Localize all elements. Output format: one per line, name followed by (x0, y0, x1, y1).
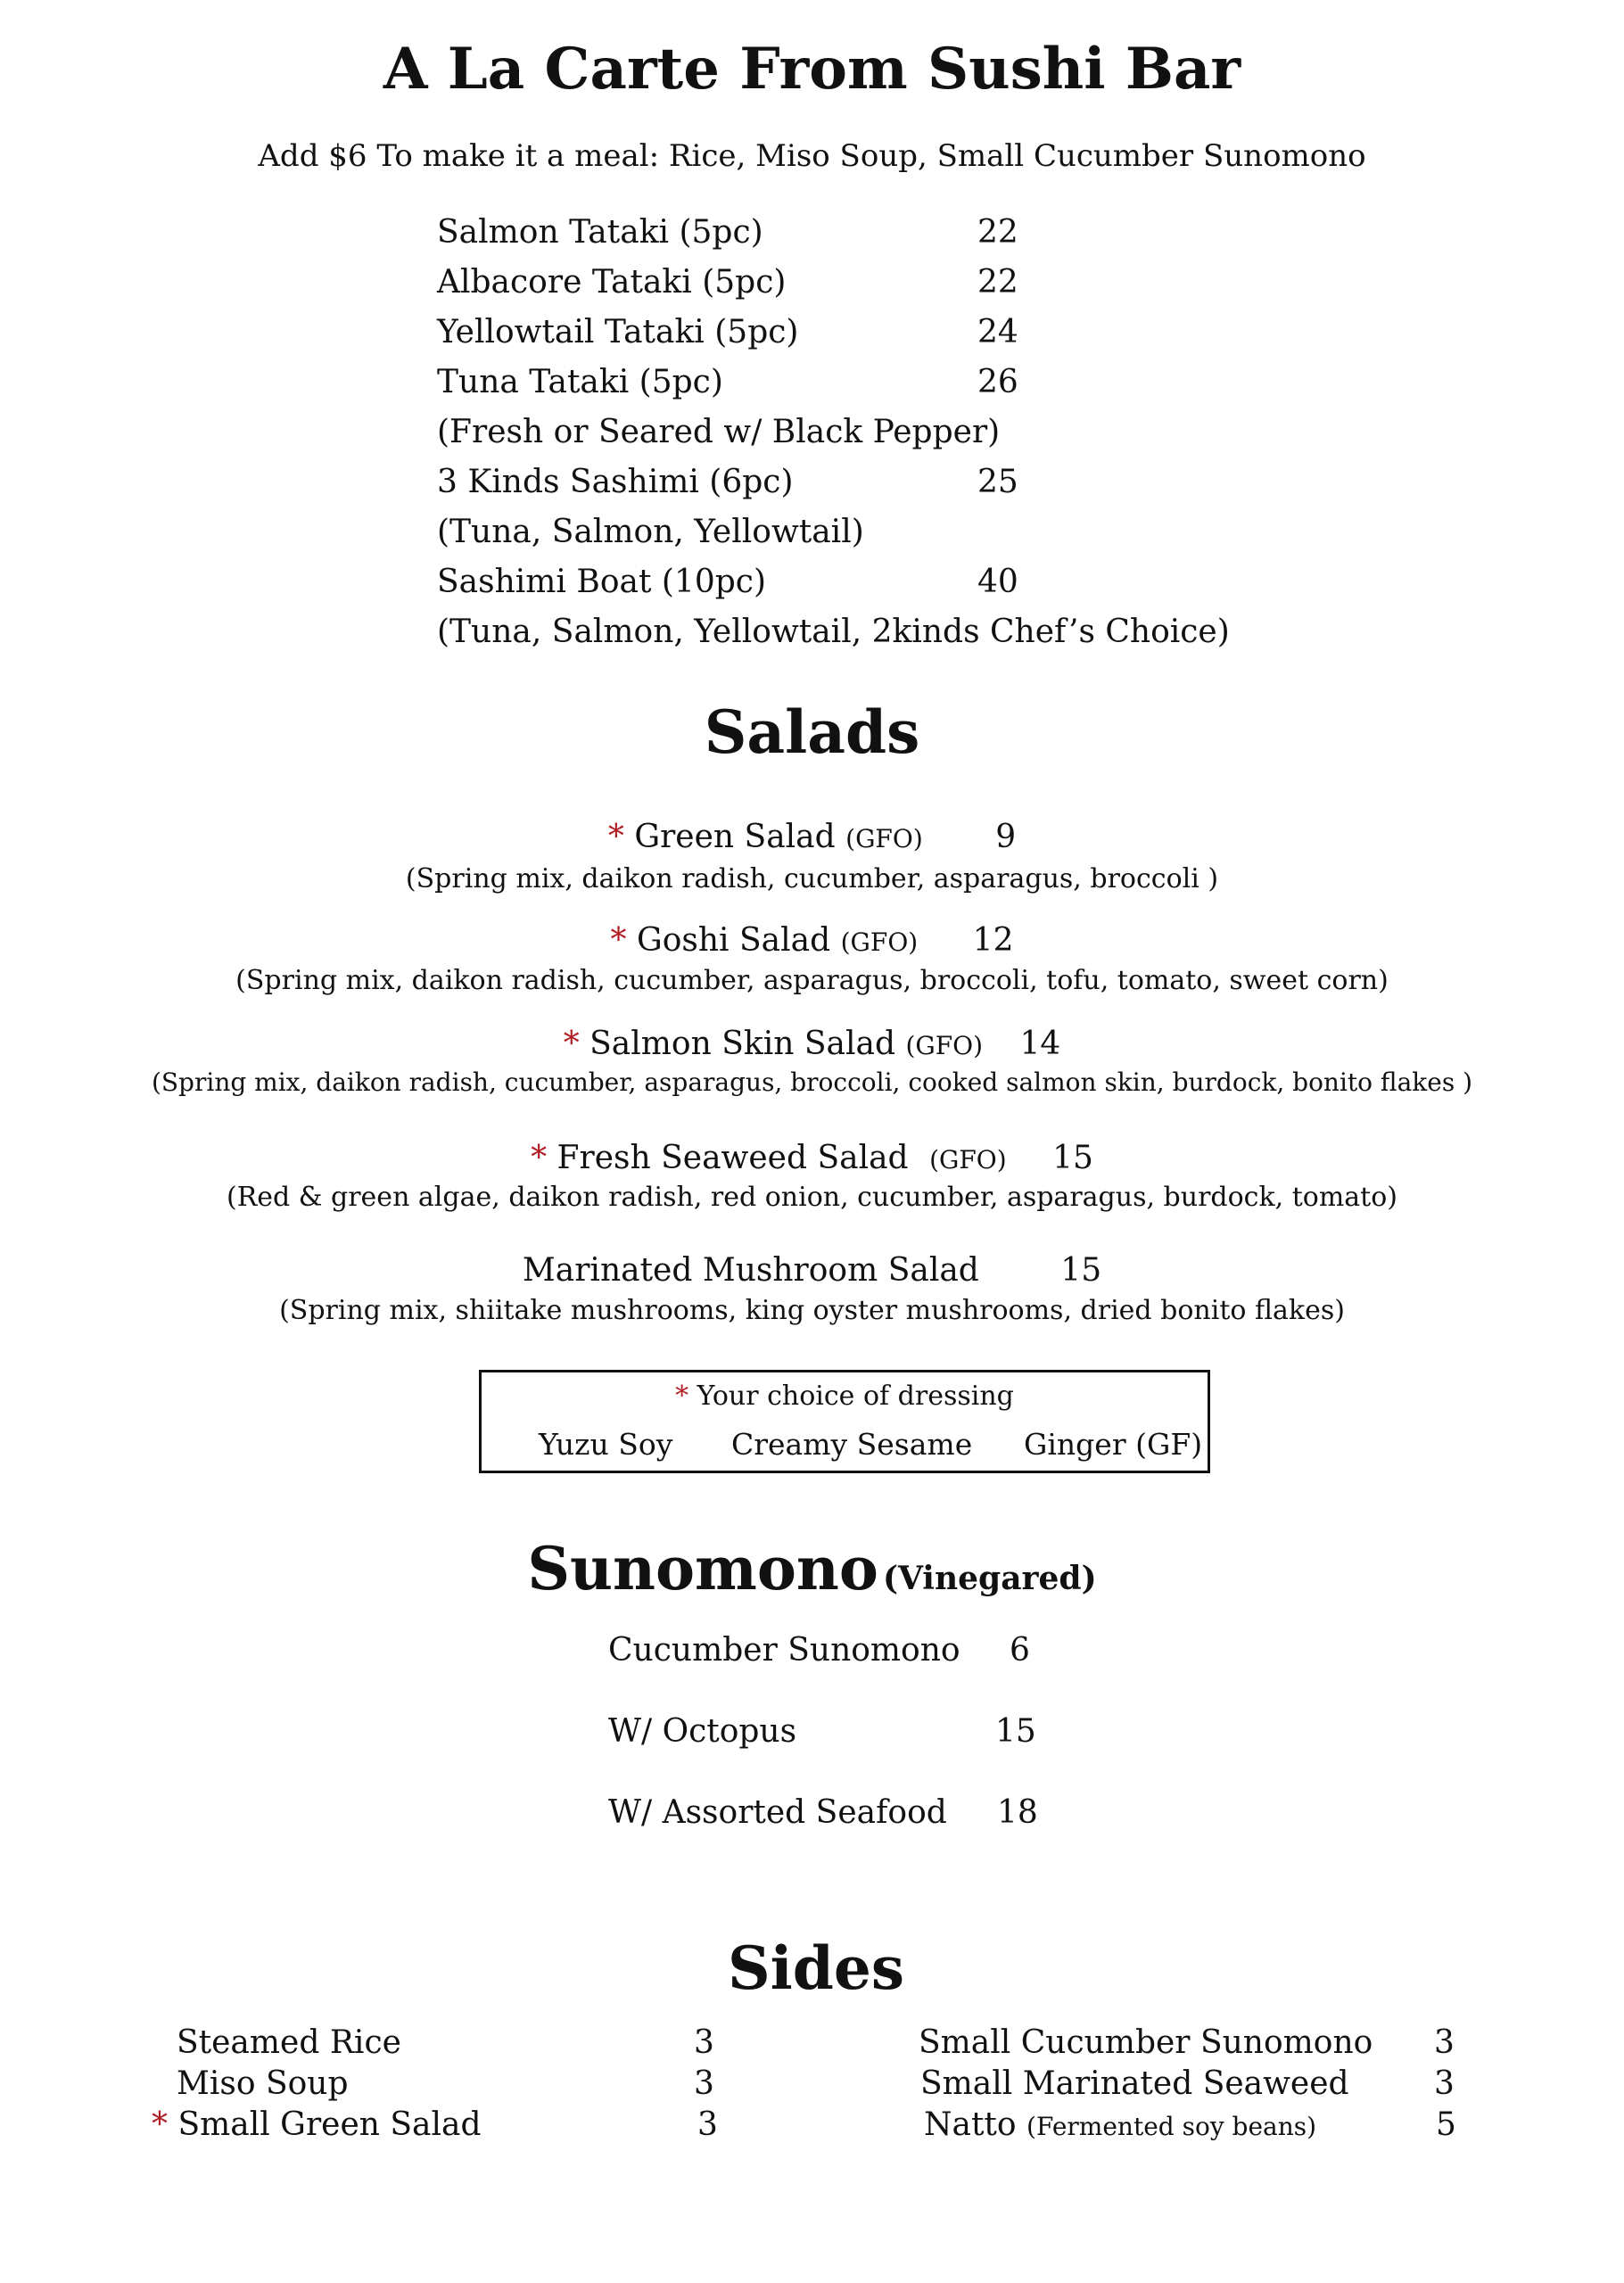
meal-note: Add $6 To make it a meal: Rice, Miso Soup, Small Cucumber Sunomono (258, 138, 1366, 174)
salad-name: Green Salad (634, 819, 836, 855)
side-item-price: 3 (1434, 2024, 1455, 2061)
sunomono-heading (0, 1534, 1624, 1603)
salad-tag: (GFO) (905, 1031, 984, 1060)
menu-item-price: 40 (977, 564, 1018, 600)
menu-item-note: (Fresh or Seared w/ Black Pepper) (437, 414, 1001, 450)
sunomono-item-price: 18 (997, 1794, 1038, 1831)
side-item-price: 3 (697, 2106, 718, 2143)
menu-item-price: 22 (977, 264, 1018, 301)
side-item-price: 3 (1434, 2065, 1455, 2102)
star-icon: * (675, 1381, 689, 1412)
salads-heading: Salads (704, 697, 920, 767)
side-item-label: Small Green Salad (177, 2106, 482, 2143)
salad-price: 12 (972, 922, 1014, 959)
salad-item (0, 1026, 1624, 1062)
side-item-note: (Fermented soy beans) (1026, 2112, 1317, 2141)
salad-description: (Spring mix, daikon radish, cucumber, asparagus, broccoli ) (405, 863, 1219, 894)
salad-item (0, 922, 1624, 959)
salad-price: 15 (1060, 1252, 1102, 1289)
menu-item-price: 26 (977, 364, 1018, 400)
sunomono-item-price: 6 (1010, 1632, 1030, 1669)
menu-item-note: (Tuna, Salmon, Yellowtail, 2kinds Chef’s Choice) (437, 614, 1230, 650)
side-item-price: 5 (1436, 2106, 1456, 2143)
star-icon: * (607, 819, 624, 855)
salad-price: 9 (995, 819, 1017, 855)
salad-name: Goshi Salad (636, 922, 831, 959)
side-item-price: 3 (694, 2024, 714, 2061)
dressing-title-text: Your choice of dressing (697, 1381, 1014, 1412)
menu-item-name: Sashimi Boat (10pc) (437, 564, 766, 600)
star-icon: * (152, 2106, 168, 2143)
sunomono-item-name: W/ Assorted Seafood (608, 1794, 947, 1831)
page-title: A La Carte From Sushi Bar (383, 36, 1241, 103)
menu-item-note: (Tuna, Salmon, Yellowtail) (437, 514, 864, 550)
salad-name: Marinated Mushroom Salad (522, 1252, 979, 1289)
sunomono-item-name: Cucumber Sunomono (608, 1632, 960, 1669)
menu-item-name: Albacore Tataki (5pc) (437, 264, 787, 301)
salad-description: (Spring mix, daikon radish, cucumber, asparagus, broccoli, cooked salmon skin, burdock, bonito flakes ) (151, 1067, 1473, 1097)
side-item-name (924, 2106, 1316, 2143)
menu-item-price: 22 (977, 214, 1018, 251)
sunomono-item-name: W/ Octopus (608, 1713, 797, 1750)
star-icon: * (531, 1140, 548, 1176)
salad-description: (Red & green algae, daikon radish, red onion, cucumber, asparagus, burdock, tomato) (226, 1182, 1397, 1213)
salad-name: Salmon Skin Salad (589, 1026, 895, 1062)
salad-item (0, 1252, 1624, 1289)
menu-item-name: 3 Kinds Sashimi (6pc) (437, 464, 794, 500)
side-item-name: Small Marinated Seaweed (920, 2065, 1349, 2102)
menu-item-name: Yellowtail Tataki (5pc) (437, 314, 799, 350)
side-item-label: Natto (924, 2106, 1017, 2143)
dressing-option: Creamy Sesame (731, 1427, 973, 1462)
salad-name: Fresh Seaweed Salad (556, 1140, 909, 1176)
salad-description: (Spring mix, shiitake mushrooms, king oyster mushrooms, dried bonito flakes) (279, 1295, 1345, 1326)
salad-tag: (GFO) (929, 1145, 1007, 1174)
menu-item-name: Salmon Tataki (5pc) (437, 214, 763, 251)
salad-price: 15 (1052, 1140, 1093, 1176)
dressing-option: Ginger (GF) (1024, 1427, 1203, 1462)
salad-description: (Spring mix, daikon radish, cucumber, asparagus, broccoli, tofu, tomato, sweet corn) (235, 965, 1389, 996)
salad-item (0, 1140, 1624, 1176)
dressing-option: Yuzu Soy (539, 1427, 673, 1462)
side-item-name: Small Cucumber Sunomono (919, 2024, 1373, 2061)
side-item-name (152, 2106, 482, 2143)
side-item-name: Steamed Rice (177, 2024, 401, 2061)
side-item-price: 3 (694, 2065, 714, 2102)
menu-item-price: 25 (977, 464, 1018, 500)
sunomono-title: Sunomono (527, 1534, 878, 1603)
sunomono-subtitle: (Vinegared) (882, 1560, 1097, 1597)
salad-item (0, 819, 1624, 855)
side-item-name: Miso Soup (177, 2065, 349, 2102)
star-icon: * (610, 922, 627, 959)
menu-item-price: 24 (977, 314, 1018, 350)
salad-price: 14 (1019, 1026, 1061, 1062)
star-icon: * (563, 1026, 580, 1062)
salad-tag: (GFO) (845, 824, 923, 853)
menu-item-name: Tuna Tataki (5pc) (437, 364, 723, 400)
sunomono-item-price: 15 (995, 1713, 1036, 1750)
salad-tag: (GFO) (840, 927, 919, 957)
dressing-title (479, 1381, 1210, 1412)
sides-heading: Sides (727, 1933, 905, 2003)
